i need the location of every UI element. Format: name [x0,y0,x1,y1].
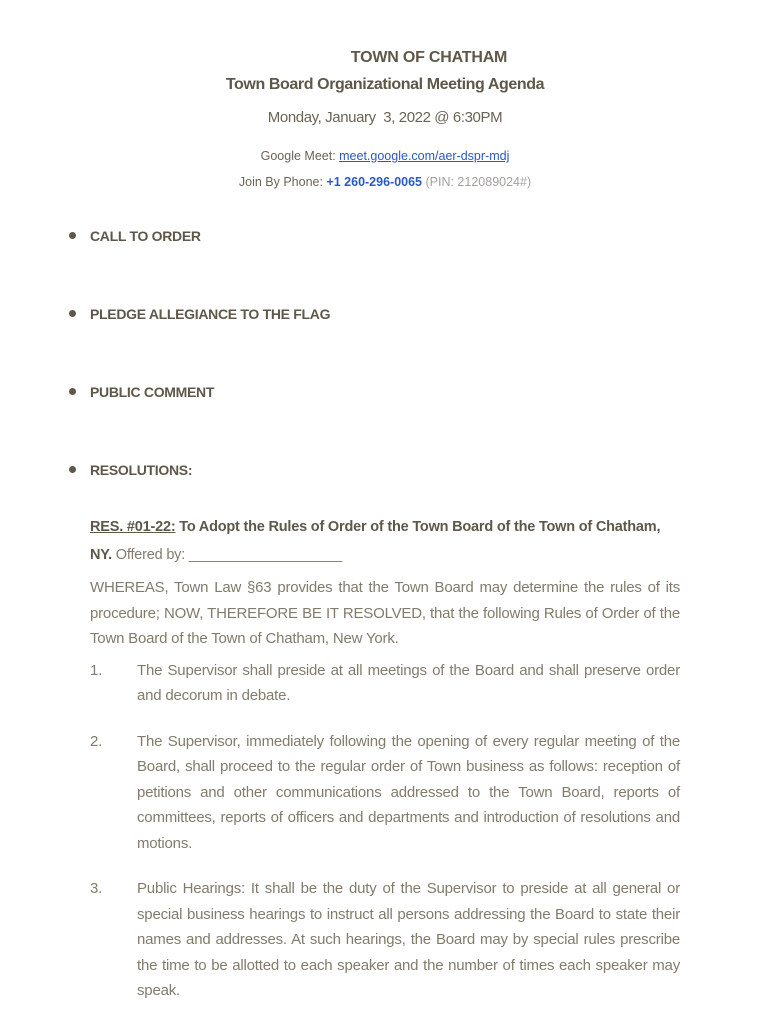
offered-by-blank-line: ___________________ [188,547,343,563]
phone-number-link[interactable]: +1 260-296-0065 [326,175,423,189]
resolution-number-label: RES. #01-22: [90,519,176,535]
agenda-item-pledge-allegiance [90,306,680,322]
page-title: TOWN OF CHATHAM [350,49,508,66]
rule-item-2 [90,729,680,857]
resolution-title: To Adopt the Rules of Order of the Town Board of the Town of Chatham, NY. [90,519,661,563]
page-subtitle: Town Board Organizational Meeting Agenda [225,76,545,93]
agenda-item-label: PLEDGE ALLEGIANCE TO THE FLAG [90,306,331,322]
rule-item-3 [90,876,680,1004]
agenda-item-resolutions [90,462,680,478]
rule-number: 2. [90,732,103,750]
agenda-item-public-comment [90,384,680,400]
agenda-item-label: PUBLIC COMMENT [90,384,215,400]
resolution-section [0,513,770,1004]
agenda-item-label: RESOLUTIONS: [90,462,193,478]
agenda-item-label: CALL TO ORDER [90,228,201,244]
google-meet-label: Google Meet: [260,149,340,163]
bullet-icon [69,466,76,473]
document-header [0,0,770,190]
rule-item-1 [90,658,680,709]
join-by-phone-label: Join By Phone: [238,175,327,189]
rule-text: The Supervisor shall preside at all meetings of the Board and shall preserve order and decorum in debate. [137,661,680,704]
meeting-datetime: Monday, January 3, 2022 @ 6:30PM [267,109,503,126]
bullet-icon [69,388,76,395]
bullet-icon [69,310,76,317]
rule-number: 1. [90,661,103,679]
agenda-item-call-to-order [90,228,680,244]
rule-text: The Supervisor, immediately following the opening of every regular meeting of the Board, shall proceed to the regular order of Town business as follows: reception of petitions and other communications addressed to the Town Board, reports of committees, reports of officers and departments and introduction of resolutions and motions. [137,732,680,852]
google-meet-link[interactable]: meet.google.com/aer-dspr-mdj [339,149,510,163]
phone-pin: (PIN: 212089024#) [422,175,532,189]
whereas-paragraph: WHEREAS, Town Law §63 provides that the Town Board may determine the rules of its procedure; NOW, THEREFORE BE IT RESOLVED, that the following Rules of Order of the Town Board of the Town of Chatham, New York. [90,579,680,647]
rules-list [90,658,680,1004]
google-meet-line [0,148,770,164]
agenda-list [0,228,770,478]
bullet-icon [69,232,76,239]
rule-number: 3. [90,880,103,897]
rule-text: Public Hearings: It shall be the duty of the Supervisor to preside at all general or special business hearings to instruct all persons addressing the Board to state their names and addresses. At such hearings, the Board may by special rules prescribe the time to be allotted to each speaker and the number of times each speaker may speak. [137,880,680,999]
join-by-phone-line [0,174,770,190]
resolution-heading [90,513,680,569]
offered-by-label: Offered by: [115,547,189,563]
